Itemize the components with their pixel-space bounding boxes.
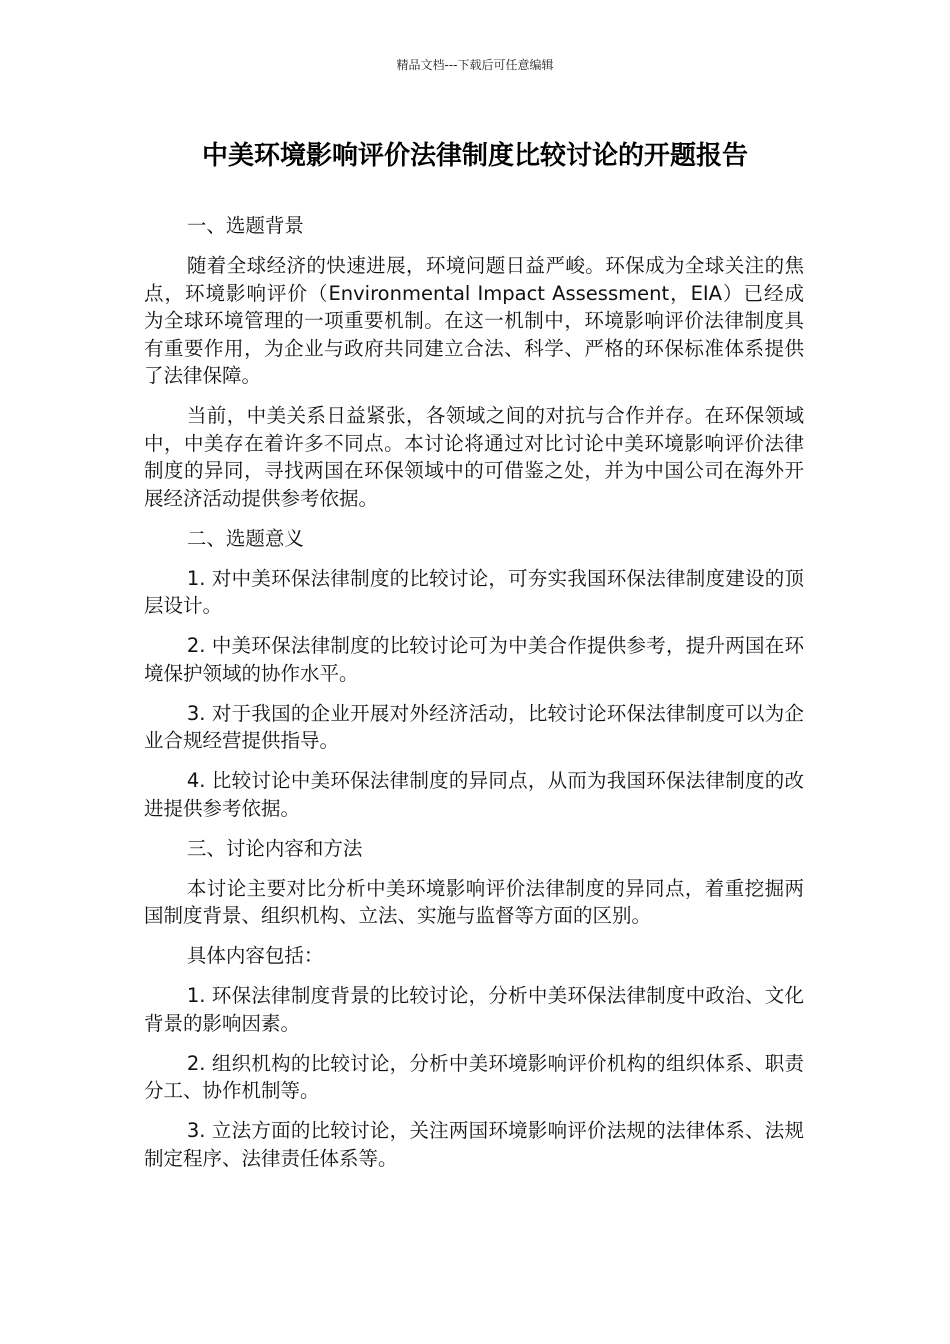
paragraph-background-2: 当前，中美关系日益紧张，各领域之间的对抗与合作并存。在环保领域中，中美存在着许多不同点。本讨论将通过对比讨论中美环境影响评价法律制度的异同，寻找两国在环保领域中的可借鉴之处，并为中国公司在海外开展经济活动提供参考依据。: [144, 404, 804, 510]
significance-item-2: 2. 中美环保法律制度的比较讨论可为中美合作提供参考，提升两国在环境保护领域的协作水平。: [144, 634, 804, 685]
section-heading-content-methods: 三、讨论内容和方法: [186, 836, 363, 860]
significance-item-3: 3. 对于我国的企业开展对外经济活动，比较讨论环保法律制度可以为企业合规经营提供指导。: [144, 701, 804, 752]
paragraph-content-overview: 本讨论主要对比分析中美环境影响评价法律制度的异同点，着重挖掘两国制度背景、组织机构、立法、实施与监督等方面的区别。: [144, 876, 804, 927]
content-item-1: 1. 环保法律制度背景的比较讨论，分析中美环保法律制度中政治、文化背景的影响因素。: [144, 984, 804, 1035]
document-title: 中美环境影响评价法律制度比较讨论的开题报告: [201, 141, 748, 171]
paragraph-background-1: 随着全球经济的快速进展，环境问题日益严峻。环保成为全球关注的焦点，环境影响评价（Environmental Impact Assessment，EIA）已经成为全球环境管理的一项重要机制。在这一机制中，环境影响评价法律制度具有重要作用，为企业与政府共同建立合法、科学、严格的环保标准体系提供了法律保障。: [144, 254, 804, 387]
page-header: 精品文档---下载后可任意编辑: [396, 58, 554, 72]
section-heading-significance: 二、选题意义: [186, 526, 304, 550]
document-body: [144, 212, 804, 1185]
significance-item-1: 1. 对中美环保法律制度的比较讨论，可夯实我国环保法律制度建设的顶层设计。: [144, 566, 804, 617]
content-item-2: 2. 组织机构的比较讨论，分析中美环境影响评价机构的组织体系、职责分工、协作机制等。: [144, 1051, 804, 1102]
paragraph-content-intro: 具体内容包括：: [186, 944, 324, 967]
significance-item-4: 4. 比较讨论中美环保法律制度的异同点，从而为我国环保法律制度的改进提供参考依据。: [144, 769, 804, 820]
content-item-3: 3. 立法方面的比较讨论，关注两国环境影响评价法规的法律体系、法规制定程序、法律责任体系等。: [144, 1119, 804, 1170]
section-heading-background: 一、选题背景: [186, 214, 304, 237]
